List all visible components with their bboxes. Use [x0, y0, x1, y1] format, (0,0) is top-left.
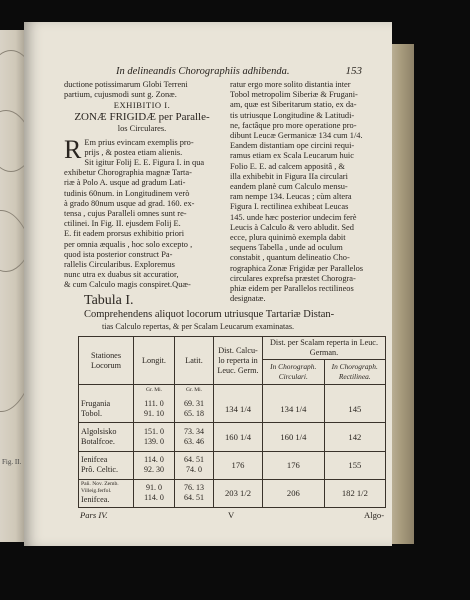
distance-table-grid	[79, 337, 385, 507]
text-line: tensa , cujus Paralleli omnes sunt re-	[64, 209, 187, 219]
tabula-subtitle: Comprehendens aliquot locorum utriusque Tartariæ Distan-	[84, 309, 335, 320]
text-line: rallelis Circularibus. Exploremus	[64, 260, 175, 270]
text-line: am, quæ est Siberitarum statio, ex da-	[230, 100, 357, 110]
map-arc	[0, 210, 26, 412]
text-line: sequens Tabella , unde ad oculum	[230, 243, 343, 253]
drop-cap: R	[64, 134, 82, 164]
latit-value: 64. 51	[184, 493, 204, 503]
text-line: circulares exprefsa præstet Chorogra-	[230, 273, 356, 283]
left-figure-label: Fig. II.	[2, 458, 22, 466]
latit-cell	[175, 479, 214, 507]
header-longit: Longit.	[134, 337, 175, 385]
unit-label: Gr. Mi.	[134, 385, 175, 396]
header-latit: Latit.	[175, 337, 214, 385]
longit-cell	[134, 395, 175, 423]
text-line: Em prius evincam exemplis pro-	[84, 137, 194, 147]
units-row	[79, 385, 385, 396]
text-line: illa exhibebit in Figura IIa circulari	[230, 171, 348, 181]
text-line: nunc utra ex duabus sit accuratior,	[64, 270, 179, 280]
calc-cell: 203 1/2	[214, 479, 263, 507]
text-line: Figura I. rectilinea exhibeat Leucas	[230, 202, 349, 212]
text-line: ram nempe 134. Leucas ; cùm altera	[230, 192, 352, 202]
circ-cell: 206	[263, 479, 325, 507]
text-line: Tobol metropolim Siberiæ & Frugani-	[230, 90, 358, 100]
zone-title-line: ZONÆ FRIGIDÆ per Paralle-	[74, 110, 210, 123]
latit-value: 63. 46	[184, 436, 204, 446]
station-name: Botalfcoe.	[81, 436, 115, 446]
exhibitio-heading: EXHIBITIO I.	[113, 100, 171, 111]
left-column	[64, 80, 220, 291]
header-scala: Dist. per Scalam reperta in Leuc. German.	[263, 337, 385, 360]
text-line: eandem planè cum Calculo mensu-	[230, 182, 348, 192]
text-line: à grado 80num usque ad grad. 160. ex-	[64, 198, 195, 208]
longit-value: 91. 10	[144, 408, 164, 418]
running-title: In delineandis Chorographiis adhibenda.	[116, 66, 290, 77]
unit-label: Gr. Mi.	[175, 385, 214, 396]
text-line: E. fit eadem prorsus exhibitio priori	[64, 229, 185, 239]
station-cell	[79, 395, 134, 423]
footer-part: Pars IV.	[80, 510, 108, 520]
footer-catchword: Algo-	[364, 510, 385, 520]
tabula-title: Tabula I.	[84, 293, 134, 308]
header-calc: Dist. Calcu-lo reperta in Leuc. Germ.	[214, 337, 263, 385]
station-name: Ienifcea	[81, 455, 108, 465]
longit-value: 151. 0	[144, 426, 164, 436]
text-line: & cum Calculo magis conspiret.Quæ-	[64, 280, 191, 290]
left-page-edge	[0, 30, 26, 542]
book-page	[24, 22, 392, 546]
latit-cell	[175, 423, 214, 451]
zone-title-line-2: los Circulares.	[117, 123, 167, 133]
station-cell	[79, 423, 134, 451]
table-row	[79, 423, 385, 451]
text-line: prijs , & postea etiam alienis.	[84, 147, 183, 157]
rect-cell: 155	[324, 451, 385, 479]
text-line: 145. unde hæc posterior undecim ferè	[230, 212, 357, 222]
header-scala-group	[263, 337, 386, 385]
text-line: ne, factâque pro more operatione pro-	[230, 120, 357, 130]
circ-cell: 160 1/4	[263, 423, 325, 451]
calc-cell: 134 1/4	[214, 395, 263, 423]
latit-value: 65. 18	[184, 408, 204, 418]
latit-value: 69. 31	[184, 398, 204, 408]
longit-value: 114. 0	[144, 493, 164, 503]
latit-cell	[175, 395, 214, 423]
text-line: ctilinei. In Fig. II. ejusdem Folij E.	[64, 219, 181, 229]
footer-signature: V	[228, 510, 235, 520]
latit-value: 74. 0	[186, 465, 202, 475]
header-circ: In Chorograph. Circulari.	[263, 360, 325, 384]
station-cell	[79, 451, 134, 479]
table-row	[79, 451, 385, 479]
right-column	[230, 80, 382, 304]
station-name: Prô. Celtic.	[81, 465, 119, 475]
zone-title	[64, 111, 220, 135]
longit-cell	[134, 451, 175, 479]
circ-cell: 134 1/4	[263, 395, 325, 423]
intro-line: partium, cujusmodi sunt g. Zonæ.	[64, 90, 177, 100]
text-line: ecce, plura quinimò exempla dabit	[230, 233, 346, 243]
text-line: riæ à Polo A. usque ad gradum Lati-	[64, 178, 186, 188]
header-scala-sub	[263, 360, 385, 384]
latit-value: 73. 34	[184, 426, 204, 436]
tabula-subtitle-2: tias Calculo repertas, & per Scalam Leucarum examinatas.	[102, 322, 295, 331]
text-line: exhibetur Chorographia magnæ Tarta-	[64, 168, 192, 178]
rect-cell: 182 1/2	[341, 488, 368, 499]
text-line: ratur ergo more solito distantia inter	[230, 80, 351, 89]
latit-cell	[175, 451, 214, 479]
text-line: ramus etiam ex Scala Leucarum huic	[230, 151, 354, 161]
station-name: Ienifcea.	[81, 495, 110, 505]
longit-value: 114. 0	[144, 455, 164, 465]
distance-table	[78, 336, 386, 508]
text-line: Eandem distantiam ope circini requi-	[230, 141, 355, 151]
circ-cell: 176	[263, 451, 325, 479]
longit-cell	[134, 479, 175, 507]
text-line: Leucis à Calculo & vero abludit. Sed	[230, 222, 354, 232]
calc-cell: 176	[214, 451, 263, 479]
table-row	[79, 395, 385, 423]
longit-value: 139. 0	[144, 436, 164, 446]
book-fore-edge	[392, 44, 414, 544]
header-stations: Stationes Locorum	[79, 337, 134, 385]
page-number: 153	[345, 65, 362, 77]
table-row	[79, 479, 385, 507]
station-name: Pañ. Nov. Zemb.	[81, 481, 119, 488]
rect-cell: 145	[324, 395, 385, 423]
station-name: Algolsisko	[81, 426, 117, 436]
text-line: rographica Zonæ Frigidæ per Parallelos	[230, 263, 364, 273]
station-cell	[79, 479, 134, 507]
header-rect: In Chorograph. Rectilinea.	[331, 362, 378, 381]
longit-value: 111. 0	[144, 398, 164, 408]
station-name: Tobol.	[81, 408, 103, 418]
paragraph	[64, 134, 220, 291]
page-header	[24, 66, 392, 80]
station-name: Frugania	[81, 398, 111, 408]
longit-cell	[134, 423, 175, 451]
latit-value: 76. 13	[184, 483, 204, 493]
latit-value: 64. 51	[184, 455, 204, 465]
text-line: constabit , quantum delineatio Cho-	[230, 253, 350, 263]
longit-value: 91. 0	[146, 483, 162, 493]
text-line: dibunt Leucæ Germanicæ 134 cum 1/4.	[230, 131, 363, 141]
rect-cell: 142	[324, 423, 385, 451]
text-line: tis utriusque Longitudine & Latitudi-	[230, 110, 355, 120]
text-line: tudinis 60num. in Longitudinem verò	[64, 188, 190, 198]
intro-line: ductione potissimarum Globi Terreni	[64, 80, 188, 89]
text-line: Sit igitur Folij E. E. Figura I. in qua	[84, 158, 205, 168]
text-line: per omnia æqualis , hoc solo excepto ,	[64, 239, 193, 249]
station-name: Villeig.ferfol.	[81, 488, 112, 495]
text-line: designatæ.	[230, 294, 266, 304]
longit-value: 92. 30	[144, 465, 164, 475]
text-line: phiæ eidem per Parallelos rectilineos	[230, 284, 354, 294]
text-line: Folio E. E. ad calcem appositâ , &	[230, 161, 345, 171]
calc-cell: 160 1/4	[214, 423, 263, 451]
text-line: quod ista posterior construct Pa-	[64, 249, 173, 259]
